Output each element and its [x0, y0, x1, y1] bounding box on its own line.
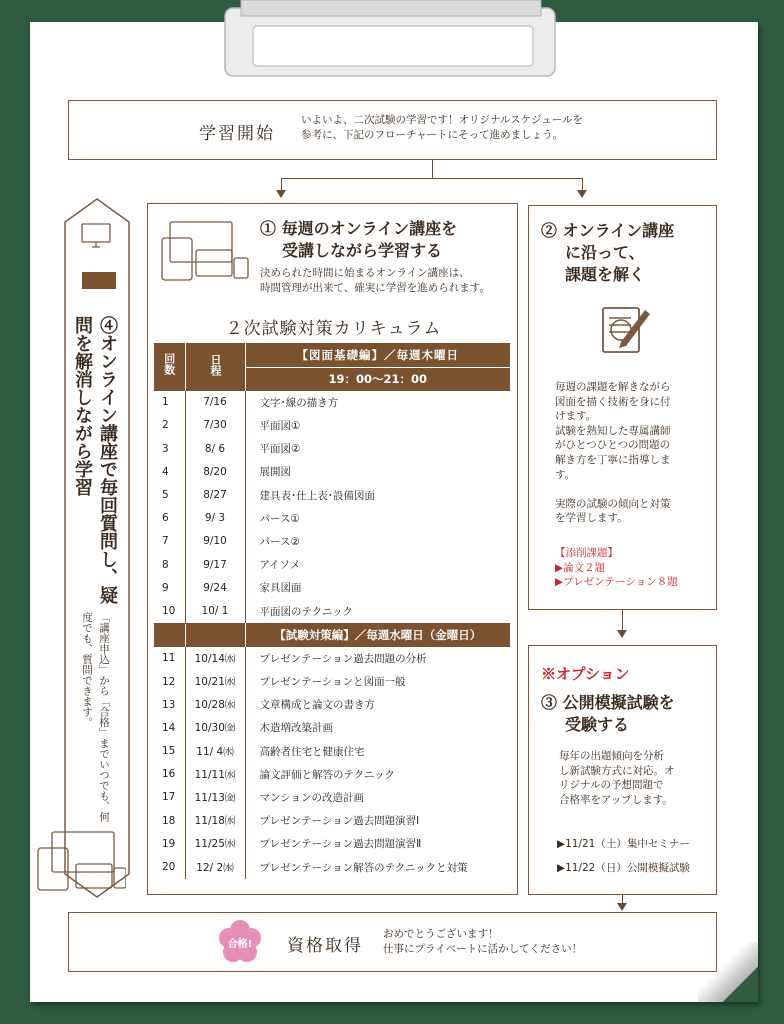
- clip-icon: [213, 0, 570, 86]
- row-date: 11/25㈬: [185, 832, 245, 855]
- row-date: 9/24: [185, 576, 245, 599]
- row-topic: マンションの改造計画: [259, 791, 365, 804]
- row-date: 10/30㈮: [185, 716, 245, 739]
- row-number: 15: [154, 740, 185, 763]
- table-row: [154, 647, 510, 670]
- table-row: [154, 507, 510, 530]
- step2-description: [555, 380, 671, 526]
- step1-title-line2: 受講しながら学習する: [282, 241, 443, 260]
- row-number: 17: [154, 786, 185, 809]
- row-topic: プレゼンテーション過去問題の分析: [259, 652, 427, 665]
- row-topic: プレゼンテーション過去問題演習Ⅰ: [259, 815, 420, 828]
- goal-title: 資格取得: [287, 936, 363, 956]
- description-line: 試験を熟知した専属講師: [555, 424, 671, 437]
- table-row: [154, 599, 510, 623]
- step3-event2: ▶11/22（日）公開模擬試験: [557, 862, 690, 874]
- table-row: [154, 414, 510, 437]
- row-number: 9: [154, 576, 185, 599]
- curriculum-title: ２次試験対策カリキュラム: [225, 319, 442, 339]
- table-row: [154, 763, 510, 786]
- row-number: 14: [154, 716, 185, 739]
- table-row: [154, 553, 510, 576]
- table-row: [154, 740, 510, 763]
- description-line: す。: [555, 468, 576, 481]
- table-row: [154, 693, 510, 716]
- row-date: 11/ 4㈬: [185, 740, 245, 763]
- table-row: [154, 391, 510, 414]
- description-line: 実際の試験の傾向と対策: [555, 497, 671, 510]
- section2-header: 【試験対策編】／毎週水曜日（金曜日）: [245, 623, 510, 647]
- row-date: 11/11㈬: [185, 763, 245, 786]
- row-number: 19: [154, 832, 185, 855]
- step2-title-line1: ② オンライン講座: [541, 221, 675, 240]
- step1-desc-line2: 時間管理が出来て、確実に学習を進められます。: [260, 282, 490, 294]
- table-row: [154, 460, 510, 483]
- row-date: 11/18㈬: [185, 809, 245, 832]
- table-row: [154, 786, 510, 809]
- step3-title-line1: ③ 公開模擬試験を: [541, 693, 675, 712]
- description-line: けます。: [555, 410, 597, 423]
- row-number: 18: [154, 809, 185, 832]
- description-line: リジナルの予想問題で: [559, 779, 664, 792]
- description-line: を学習します。: [555, 512, 628, 525]
- description-line: 図面を描く技術を身に付: [555, 395, 671, 408]
- table-row: [154, 530, 510, 553]
- devices-icon: [36, 830, 126, 892]
- col-header-num: 回数: [162, 353, 176, 376]
- description-line: がひとつひとつの問題の: [555, 439, 671, 452]
- table-row: [154, 855, 510, 878]
- table-row: [154, 437, 510, 460]
- step1-box: [147, 203, 518, 895]
- row-number: 3: [154, 437, 185, 460]
- row-topic: パース②: [259, 535, 300, 548]
- step2-red-item2: ▶プレゼンテーション８題: [555, 576, 678, 589]
- step3-description: [559, 749, 675, 807]
- section1-header: 【図面基礎編】／毎週木曜日: [245, 343, 510, 367]
- description-line: し新試験方式に対応。オ: [559, 764, 675, 777]
- section2-blank: [154, 623, 185, 647]
- row-topic: 論文評価と解答のテクニック: [259, 768, 395, 781]
- row-date: 8/20: [185, 460, 245, 483]
- connector: [432, 160, 433, 178]
- row-number: 1: [154, 391, 185, 414]
- goal-msg-line2: 仕事にプライベートに活かしてください！: [383, 943, 583, 955]
- row-date: 9/17: [185, 553, 245, 576]
- goal-msg-line1: おめでとうございます！: [383, 928, 499, 940]
- row-topic: 家具図面: [259, 582, 302, 595]
- start-title: 学習開始: [199, 124, 275, 144]
- description-line: 毎年の出題傾向を分析: [559, 750, 664, 762]
- option-label: ※オプション: [541, 665, 630, 683]
- row-topic: 建具表･仕上表･設備図面: [259, 489, 375, 502]
- row-number: 11: [154, 647, 185, 670]
- row-topic: 平面図②: [259, 443, 301, 456]
- start-desc-line2: 参考に、下記のフローチャートにそって進めましょう。: [301, 129, 564, 141]
- step3-box: [528, 645, 717, 895]
- row-number: 20: [154, 855, 185, 878]
- row-topic: プレゼンテーション過去問題演習Ⅱ: [259, 838, 422, 851]
- monitor-icon: [80, 222, 112, 250]
- row-date: 9/10: [185, 530, 245, 553]
- description-line: 合格率をアップします。: [559, 793, 673, 806]
- description-line: 解き方を丁寧に指導しま: [555, 453, 671, 466]
- devices-icon: [160, 220, 250, 282]
- description-line: 毎週の課題を解きながら: [555, 381, 671, 393]
- row-date: 8/ 6: [185, 437, 245, 460]
- table-row: [154, 832, 510, 855]
- table-row: [154, 716, 510, 739]
- table-row: [154, 483, 510, 506]
- step1-desc-line1: 決められた時間に始まるオンライン講座は、: [260, 267, 470, 279]
- row-topic: 展開図: [259, 466, 291, 479]
- row-date: 9/ 3: [185, 507, 245, 530]
- row-number: 5: [154, 483, 185, 506]
- row-date: 10/28㈬: [185, 693, 245, 716]
- row-number: 10: [154, 599, 185, 623]
- goal-badge-text: 合格!: [227, 939, 253, 950]
- section1-time: 19：00〜21：00: [245, 367, 510, 391]
- step3-title-line2: 受験する: [565, 715, 630, 734]
- arrow-down-icon: [617, 630, 627, 638]
- row-topic: アイソメ: [259, 559, 301, 572]
- step4-note-a: 「講座申込」から「合格」まで: [98, 612, 110, 759]
- row-date: 12/ 2㈬: [185, 855, 245, 878]
- row-topic: プレゼンテーションと図面一般: [259, 676, 406, 689]
- arrow-down-icon: [276, 190, 286, 198]
- table-row: [154, 809, 510, 832]
- start-desc-line1: いよいよ、二次試験の学習です！オリジナルスケジュールを: [301, 114, 584, 126]
- row-topic: パース①: [259, 512, 300, 525]
- step4-title-a: ④オンライン講座で毎回質問し、: [97, 316, 118, 586]
- step2-red-title: 【添削課題】: [555, 547, 618, 559]
- step3-event1: ▶11/21（土）集中セミナー: [557, 838, 690, 850]
- row-number: 2: [154, 414, 185, 437]
- curriculum-table: [154, 343, 510, 879]
- row-topic: 木造増改築計画: [259, 722, 333, 735]
- row-date: 10/21㈬: [185, 670, 245, 693]
- row-number: 7: [154, 530, 185, 553]
- col-header-date: 日程: [185, 343, 245, 391]
- row-date: 7/16: [185, 391, 245, 414]
- step2-title-line3: 課題を解く: [565, 265, 646, 284]
- row-topic: 文字･線の描き方: [259, 396, 339, 409]
- row-topic: 平面図のテクニック: [259, 605, 353, 618]
- start-box: [68, 100, 717, 160]
- row-date: 10/14㈬: [185, 647, 245, 670]
- step4-brown-bar: [82, 272, 116, 289]
- arrow-down-icon: [617, 903, 627, 911]
- row-number: 8: [154, 553, 185, 576]
- row-number: 12: [154, 670, 185, 693]
- row-date: 7/30: [185, 414, 245, 437]
- row-topic: 文章構成と論文の書き方: [259, 699, 375, 712]
- step2-red-item1: ▶論文２題: [555, 561, 606, 574]
- row-number: 4: [154, 460, 185, 483]
- step4-note-b: いつでも、何度でも、質問できます。: [81, 612, 110, 822]
- row-topic: プレゼンテーション解答のテクニックと対策: [259, 861, 468, 874]
- row-topic: 平面図①: [259, 419, 301, 432]
- row-date: 11/13㈮: [185, 786, 245, 809]
- row-number: 13: [154, 693, 185, 716]
- table-row: [154, 576, 510, 599]
- description-line: [555, 482, 671, 497]
- step2-box: [528, 205, 717, 610]
- row-number: 6: [154, 507, 185, 530]
- connector: [281, 178, 582, 179]
- step4-title-b: 疑問を解消しながら学習: [72, 316, 118, 604]
- step2-title-line2: に沿って、: [565, 243, 645, 262]
- row-date: 8/27: [185, 483, 245, 506]
- arrow-down-icon: [577, 190, 587, 198]
- table-row: [154, 670, 510, 693]
- pencil-paper-icon: [599, 302, 653, 356]
- step1-title-line1: ① 毎週のオンライン講座を: [260, 219, 458, 238]
- row-topic: 高齢者住宅と健康住宅: [259, 745, 365, 758]
- goal-box: [68, 912, 717, 972]
- row-number: 16: [154, 763, 185, 786]
- connector: [622, 610, 623, 632]
- row-date: 10/ 1: [185, 599, 245, 623]
- section2-blank: [185, 623, 245, 647]
